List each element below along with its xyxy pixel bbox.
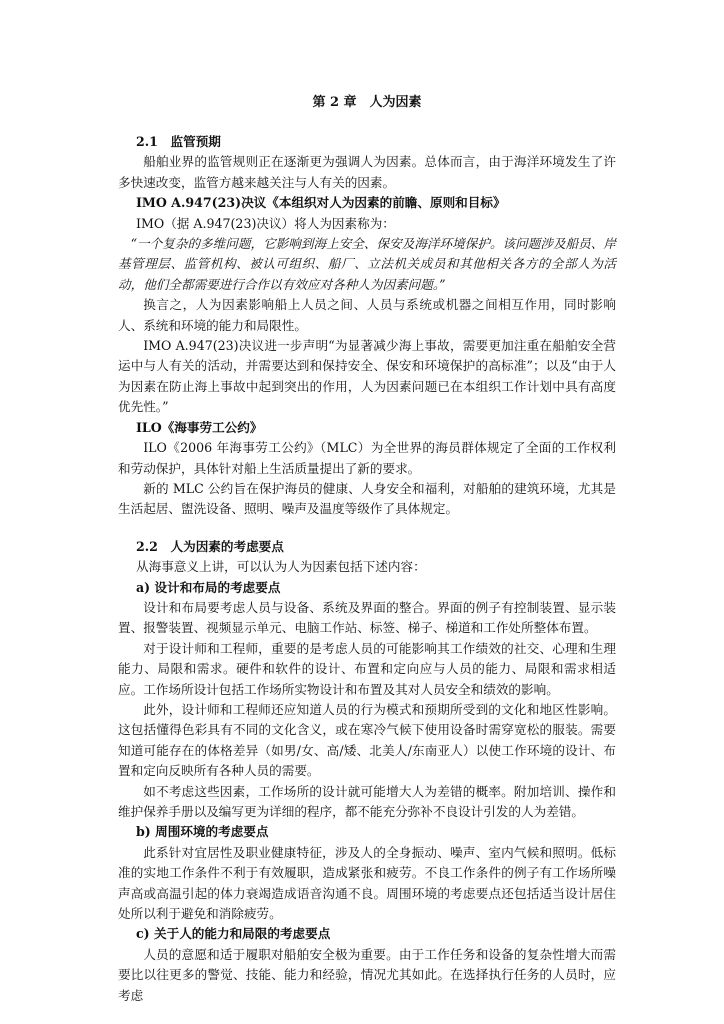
paragraph: 新的 MLC 公约旨在保护海员的健康、人身安全和福利，对船舶的建筑环境，尤其是生活起居、盥洗设备、照明、噪声及温度等级作了具体规定。 [118,480,616,517]
paragraph: 船舶业界的监管规则正在逐渐更为强调人为因素。总体而言，由于海洋环境发生了许多快速改变，监管方越来越关注与人有关的因素。 [118,154,616,190]
subsection-heading-a: a) 设计和布局的考虑要点 [136,579,281,595]
paragraph: 如不考虑这些因素，工作场所的设计就可能增大人为差错的概率。附加培训、操作和维护保养手册以及编写更为详细的程序，都不能充分弥补不良设计引发的人为差错。 [118,783,616,819]
paragraph: 换言之，人为因素影响船上人员之间、人员与系统或机器之间相互作用，同时影响人、系统和环境的能力和局限性。 [118,297,616,333]
block-quote: “一个复杂的多维问题，它影响到海上安全、保安及海洋环境保护。该问题涉及船员、岸基管理层、监管机构、被认可组织、船厂、立法机关成员和其他相关各方的全部人为活动，他们全都需要进行合作以有效应对各种人为因素问题。” [118,236,616,292]
imo-resolution-heading: IMO A.947(23)决议《本组织对人为因素的前瞻、原则和目标》 [136,195,506,211]
paragraph: 设计和布局要考虑人员与设备、系统及界面的整合。界面的例子有控制装置、显示装置、报警装置、视频显示单元、电脑工作站、标签、梯子、梯道和工作处所整体布置。 [118,599,616,636]
paragraph: 此外，设计师和工程师还应知道人员的行为模式和预期所受到的文化和地区性影响。这包括懂得色彩具有不同的文化含义，或在寒冷气候下使用设备时需穿宽松的服装。需要知道可能存在的体格差异（如男/女、高/矮、北美人/东南亚人）以使工作环境的设计、布置和定向反映所有各种人员的需要。 [118,701,616,779]
subsection-heading-b: b) 周围环境的考虑要点 [136,824,269,840]
paragraph: IMO A.947(23)决议进一步声明“为显著减少海上事故，需要更加注重在船舶安全营运中与人有关的活动，并需要达到和保持安全、保安和环境保护的高标准”；以及“由于人为因素在防止海上事故中起到突出的作用，人为因素问题已在本组织工作计划中具有高度优先性。” [118,338,616,415]
paragraph: ILO《2006 年海事劳工公约》（MLC）为全世界的海员群体规定了全面的工作权利和劳动保护，具体针对船上生活质量提出了新的要求。 [118,440,616,476]
paragraph: 从海事意义上讲，可以认为人为因素包括下述内容： [136,559,426,575]
chapter-title: 第 2 章 人为因素 [312,95,422,110]
paragraph: 此系针对宜居性及职业健康特征，涉及人的全身振动、噪声、室内气候和照明。低标准的实地工作条件不利于有效履职，造成紧张和疲劳。不良工作条件的例子有工作场所噪声高或高温引起的体力衰竭造成语音沟通不良。周围环境的考虑要点还包括适当设计居住处所以利于避免和消除疲劳。 [118,844,616,922]
ilo-convention-heading: ILO《海事劳工公约》 [136,419,263,435]
document-page [118,92,616,1006]
subsection-heading-c: c) 关于人的能力和局限的考虑要点 [136,926,331,942]
paragraph: IMO（据 A.947(23)决议）将人为因素称为： [136,215,395,231]
paragraph: 人员的意愿和适于履职对船舶安全极为重要。由于工作任务和设备的复杂性增大而需要比以往更多的警觉、技能、能力和经验，情况尤其如此。在选择执行任务的人员时，应考虑 [118,946,616,1003]
section-heading-2-1: 2.1 监管预期 [136,134,221,149]
section-heading-2-2: 2.2 人为因素的考虑要点 [136,538,284,554]
paragraph: 对于设计师和工程师，重要的是考虑人员的可能影响其工作绩效的社交、心理和生理能力、局限和需求。硬件和软件的设计、布置和定向应与人员的能力、局限和需求相适应。工作场所设计包括工作场所实物设计和布置及其对人员安全和绩效的影响。 [118,640,616,697]
